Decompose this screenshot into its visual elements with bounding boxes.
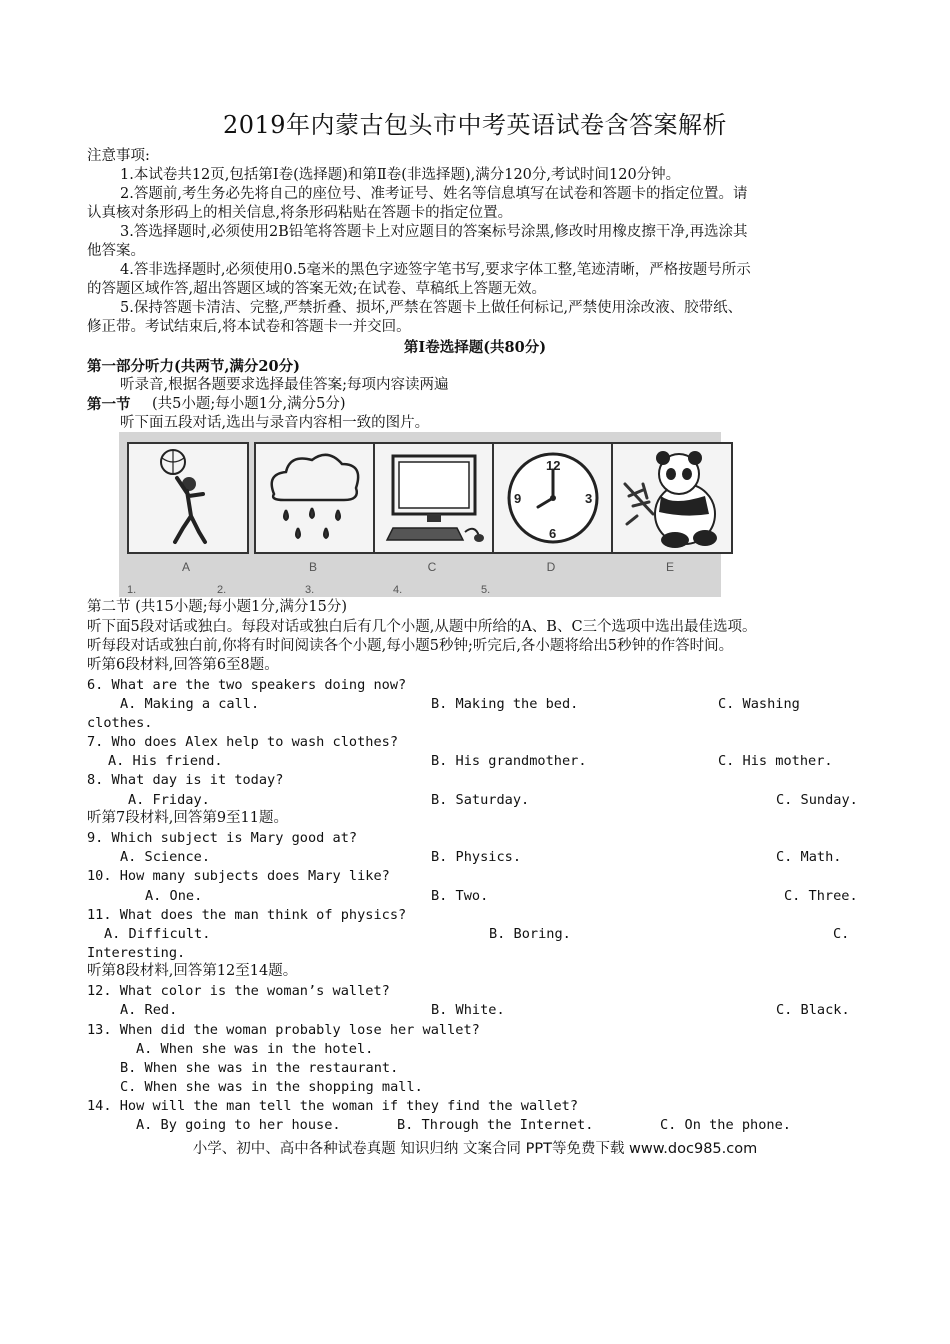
picture-d (492, 442, 614, 554)
question-14: 14. How will the man tell the woman if they find the wallet? (87, 1098, 579, 1114)
notice-3: 3.答选择题时,必须使用2B铅笔将答题卡上对应题目的答案标号涂黑,修改时用橡皮擦干净,再选涂其 (120, 224, 748, 240)
section1-instruction: 听下面五段对话,选出与录音内容相一致的图片。 (120, 415, 430, 431)
answer-blank-3: 3. (305, 584, 315, 596)
notice-4-cont: 的答题区域作答,超出答题区域的答案无效;在试卷、草稿纸上答题无效。 (87, 281, 546, 297)
page-title: 2019年内蒙古包头市中考英语试卷含答案解析 (222, 111, 728, 139)
picture-e (611, 442, 733, 554)
picture-c (373, 442, 495, 554)
q13-option-b: B. When she was in the restaurant. (120, 1060, 399, 1076)
part1-heading: 第一部分听力(共两节,满分20分) (87, 358, 300, 375)
section2-heading: 第二节 (共15小题;每小题1分,满分15分) (87, 599, 348, 615)
q11-option-c: C. (833, 926, 850, 942)
q10-option-b: B. Two. (431, 888, 489, 904)
computer-icon (375, 444, 493, 552)
q8-option-a: A. Friday. (128, 792, 210, 808)
q6-option-c-cont: clothes. (87, 715, 153, 731)
volume-heading: 第Ⅰ卷选择题(共80分) (403, 339, 547, 356)
q14-option-a: A. By going to her house. (136, 1117, 341, 1133)
q9-option-a: A. Science. (120, 849, 211, 865)
picture-b (254, 442, 376, 554)
q7-option-a: A. His friend. (108, 753, 223, 769)
part1-instruction: 听录音,根据各题要求选择最佳答案;每项内容读两遍 (120, 377, 449, 393)
notice-5-cont: 修正带。考试结束后,将本试卷和答题卡一并交回。 (87, 319, 411, 335)
page-footer: 小学、初中、高中各种试卷真题 知识归纳 文案合同 PPT等免费下载 www.doc985.com (192, 1141, 758, 1157)
material-8-heading: 听第8段材料,回答第12至14题。 (87, 963, 298, 979)
answer-blank-1: 1. (127, 584, 137, 596)
question-7: 7. Who does Alex help to wash clothes? (87, 734, 398, 750)
section1-info: (共5小题;每小题1分,满分5分) (152, 396, 346, 412)
question-12: 12. What color is the woman’s wallet? (87, 983, 390, 999)
notice-5: 5.保持答题卡清洁、完整,严禁折叠、损坏,严禁在答题卡上做任何标记,严禁使用涂改液、胶带纸、 (120, 300, 743, 316)
rain-cloud-icon (256, 444, 374, 552)
q8-option-b: B. Saturday. (431, 792, 530, 808)
picture-a (127, 442, 249, 554)
svg-text:9: 9 (514, 491, 522, 506)
question-11: 11. What does the man think of physics? (87, 907, 407, 923)
notice-3-cont: 他答案。 (87, 243, 145, 259)
q13-option-a: A. When she was in the hotel. (136, 1041, 374, 1057)
picture-label-e: E (665, 560, 674, 574)
answer-blank-5: 5. (481, 584, 491, 596)
q6-option-c: C. Washing (718, 696, 800, 712)
q6-option-b: B. Making the bed. (431, 696, 579, 712)
q14-option-b: B. Through the Internet. (397, 1117, 594, 1133)
question-6: 6. What are the two speakers doing now? (87, 677, 407, 693)
notice-2-cont: 认真核对条形码上的相关信息,将条形码粘贴在答题卡的指定位置。 (87, 205, 513, 221)
section1-label: 第一节 (87, 396, 131, 413)
picture-label-c: C (427, 560, 437, 574)
picture-label-b: B (308, 560, 317, 574)
section2-line-1: 听下面5段对话或独白。每段对话或独白后有几个小题,从题中所给的A、B、C三个选项中选出最佳选项。 (87, 619, 757, 635)
notice-1: 1.本试卷共12页,包括第Ⅰ卷(选择题)和第Ⅱ卷(非选择题),满分120分,考试时间120分钟。 (120, 167, 681, 183)
material-7-heading: 听第7段材料,回答第9至11题。 (87, 810, 289, 826)
panda-icon (613, 444, 731, 552)
q11-option-c-cont: Interesting. (87, 945, 186, 961)
basketball-player-icon (129, 444, 247, 552)
q7-option-b: B. His grandmother. (431, 753, 587, 769)
answer-blank-4: 4. (393, 584, 403, 596)
q12-option-b: B. White. (431, 1002, 505, 1018)
q13-option-c: C. When she was in the shopping mall. (120, 1079, 423, 1095)
svg-text:3: 3 (585, 491, 593, 506)
question-10: 10. How many subjects does Mary like? (87, 868, 390, 884)
q8-option-c: C. Sunday. (776, 792, 858, 808)
svg-text:6: 6 (549, 526, 557, 541)
notice-2: 2.答题前,考生务必先将自己的座位号、准考证号、姓名等信息填写在试卷和答题卡的指定位置。请 (120, 186, 748, 202)
answer-blank-2: 2. (217, 584, 227, 596)
picture-label-d: D (546, 560, 556, 574)
q10-option-a: A. One. (145, 888, 203, 904)
q10-option-c: C. Three. (784, 888, 858, 904)
question-8: 8. What day is it today? (87, 772, 284, 788)
material-6-heading: 听第6段材料,回答第6至8题。 (87, 657, 279, 673)
q9-option-c: C. Math. (776, 849, 842, 865)
q12-option-c: C. Black. (776, 1002, 850, 1018)
picture-label-a: A (181, 560, 190, 574)
q9-option-b: B. Physics. (431, 849, 522, 865)
q12-option-a: A. Red. (120, 1002, 178, 1018)
listening-picture-strip (119, 432, 721, 597)
q6-option-a: A. Making a call. (120, 696, 260, 712)
notice-heading: 注意事项: (87, 148, 150, 164)
svg-text:12: 12 (546, 458, 561, 473)
question-9: 9. Which subject is Mary good at? (87, 830, 358, 846)
q7-option-c: C. His mother. (718, 753, 833, 769)
q11-option-a: A. Difficult. (104, 926, 211, 942)
section2-line-2: 听每段对话或独白前,你将有时间阅读各个小题,每小题5秒钟;听完后,各小题将给出5秒钟的作答时间。 (87, 638, 734, 654)
question-13: 13. When did the woman probably lose her wallet? (87, 1022, 480, 1038)
q11-option-b: B. Boring. (489, 926, 571, 942)
notice-4: 4.答非选择题时,必须使用0.5毫米的黑色字迹签字笔书写,要求字体工整,笔迹清晰，严格按题号所示 (120, 262, 751, 278)
clock-icon (494, 444, 612, 552)
q14-option-c: C. On the phone. (660, 1117, 791, 1133)
